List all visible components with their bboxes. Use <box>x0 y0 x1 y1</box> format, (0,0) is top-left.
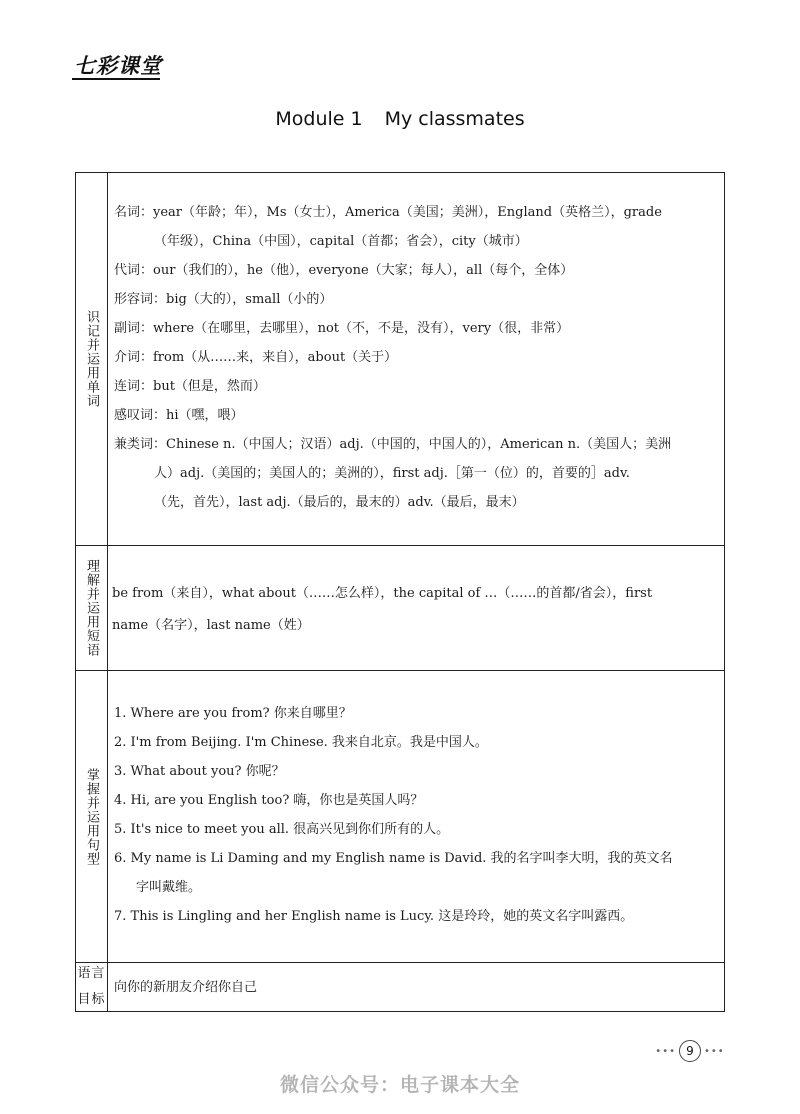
sentences-content <box>114 699 720 931</box>
words-line: 副词：where（在哪里，去哪里），not（不，不是，没有），very（很，非常） <box>114 321 570 336</box>
module-table <box>75 172 725 1012</box>
words-line: 代词：our（我们的），he（他），everyone（大家；每人），all（每个，全体） <box>114 263 574 278</box>
words-line: 连词：but（但是，然而） <box>114 379 266 394</box>
goal-category-label: 语言 目标 <box>76 963 108 1011</box>
module-number: Module 1 <box>275 108 363 130</box>
module-name: My classmates <box>384 108 525 130</box>
phrases-category-label: 理解并运用短语 <box>76 546 108 670</box>
page-dots-right: ••• <box>704 1045 725 1057</box>
sentence-line: 字叫戴维。 <box>136 880 202 895</box>
sentence-line: 1. Where are you from? 你来自哪里？ <box>114 706 352 721</box>
sentence-line: 4. Hi, are you English too? 嗨，你也是英国人吗？ <box>114 793 424 808</box>
phrases-line: name（名字），last name（姓） <box>112 618 310 633</box>
brand-underline <box>72 78 160 80</box>
words-line: 形容词：big（大的），small（小的） <box>114 292 333 307</box>
sentences-row <box>76 671 724 963</box>
sentence-line: 2. I'm from Beijing. I'm Chinese. 我来自北京。我是中国人。 <box>114 735 488 750</box>
phrases-content <box>112 578 720 642</box>
page-title <box>0 108 800 130</box>
words-line: 人）adj.（美国的；美国人的；美洲的），first adj.［第一（位）的，首要的］adv. <box>154 466 630 481</box>
watermark-text: 微信公众号：电子课本大全 <box>279 1074 520 1096</box>
words-line: 名词：year（年龄；年），Ms（女士），America（美国；美洲），England（英格兰），grade <box>114 205 662 220</box>
sentence-line: 6. My name is Li Daming and my English name is David. 我的名字叫李大明，我的英文名 <box>114 851 673 866</box>
words-line: （先，首先），last adj.（最后的，最末的）adv.（最后，最末） <box>154 495 525 510</box>
sentences-category-label: 掌握并运用句型 <box>76 671 108 962</box>
sentence-line: 7. This is Lingling and her English name is Lucy. 这是玲玲，她的英文名字叫露西。 <box>114 909 634 924</box>
brand-logo: 七彩课堂 <box>74 54 162 78</box>
words-content <box>114 198 720 517</box>
phrases-row <box>76 546 724 671</box>
words-line: 介词：from（从……来，来自），about（关于） <box>114 350 398 365</box>
page-dots-left: ••• <box>655 1045 676 1057</box>
goal-text: 向你的新朋友介绍你自己 <box>114 980 258 995</box>
sentence-line: 3. What about you? 你呢？ <box>114 764 285 779</box>
goal-row <box>76 963 724 1011</box>
page-number: 9 <box>679 1040 701 1062</box>
words-line: （年级），China（中国），capital（首都；省会），city（城市） <box>154 234 528 249</box>
words-line: 兼类词：Chinese n.（中国人；汉语）adj.（中国的，中国人的），American n.（美国人；美洲 <box>114 437 672 452</box>
page-number-badge <box>655 1040 725 1062</box>
goal-content <box>114 973 720 1002</box>
phrases-line: be from（来自），what about（……怎么样），the capital of …（……的首都/省会），first <box>112 586 653 601</box>
words-line: 感叹词：hi（嘿，喂） <box>114 408 244 423</box>
sentence-line: 5. It's nice to meet you all. 很高兴见到你们所有的人。 <box>114 822 450 837</box>
words-row <box>76 173 724 546</box>
words-category-label: 识记并运用单词 <box>76 173 108 545</box>
